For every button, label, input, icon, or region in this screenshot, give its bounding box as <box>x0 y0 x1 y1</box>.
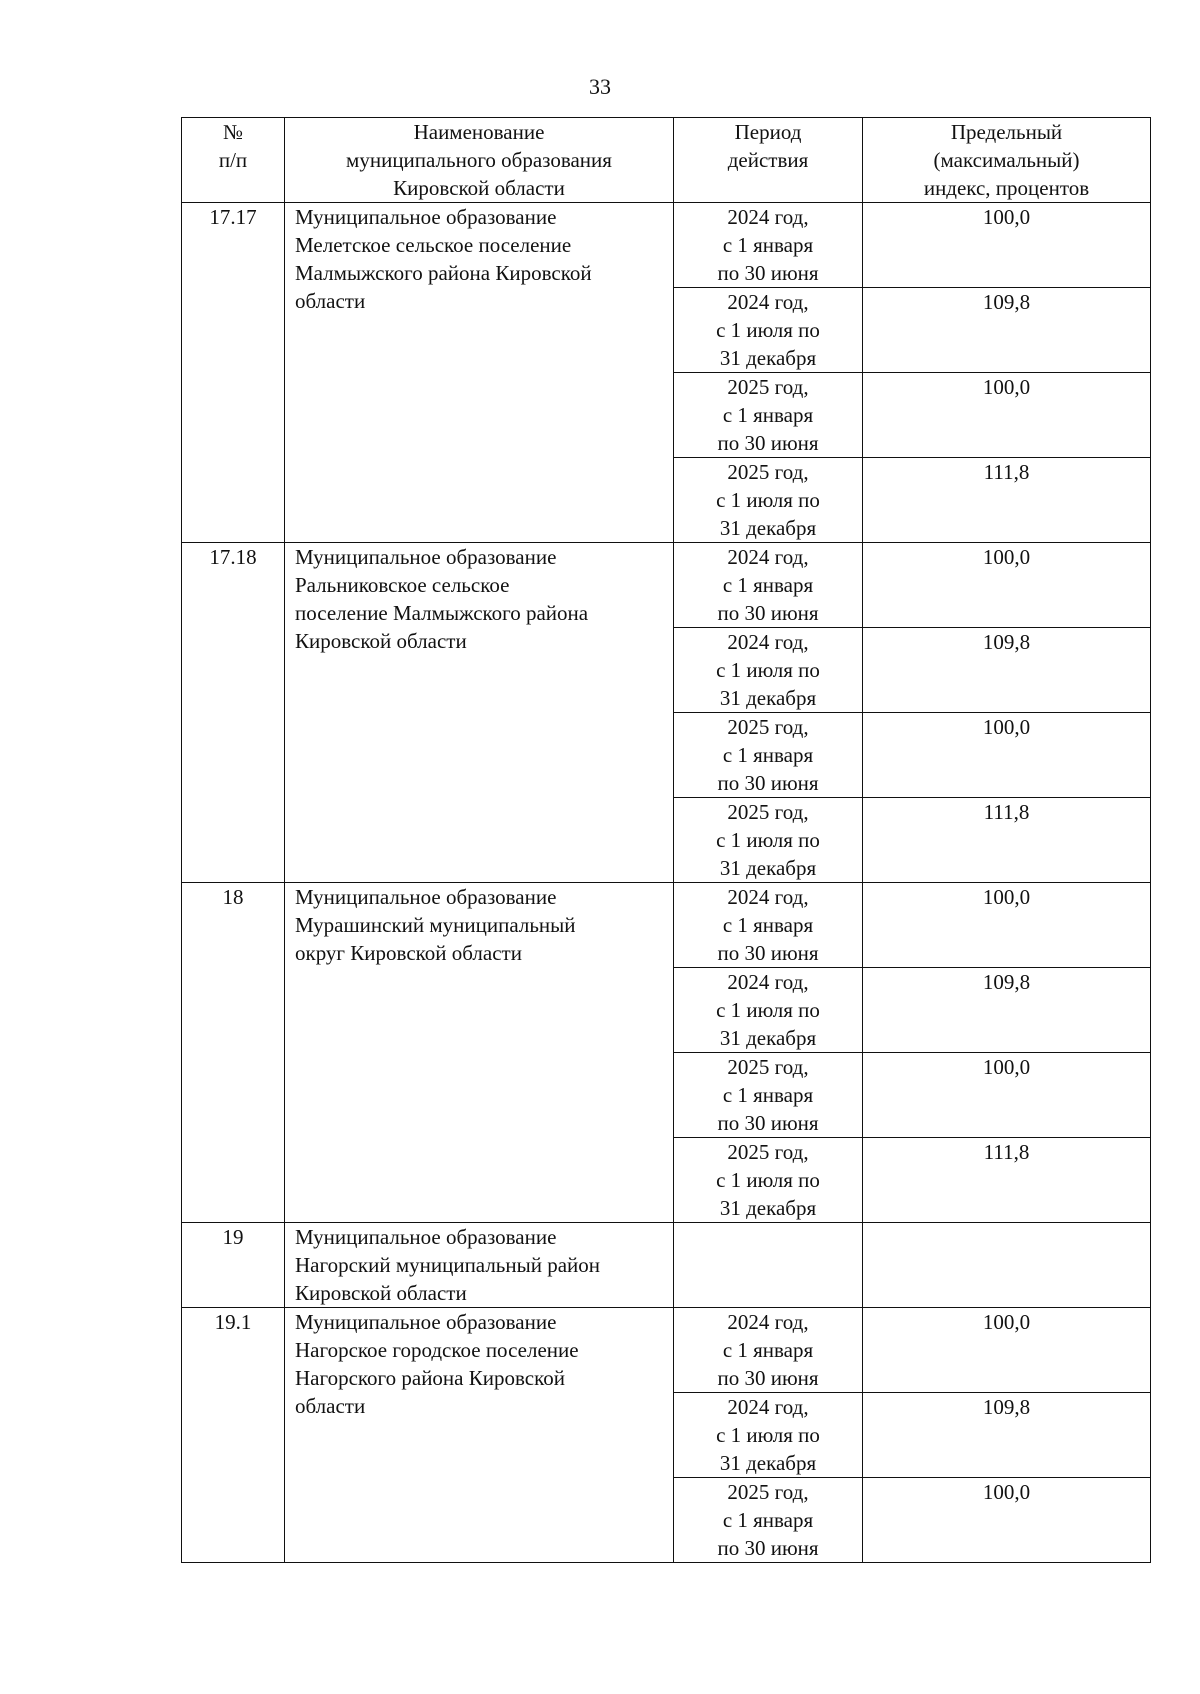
index-value: 109,8 <box>863 628 1151 713</box>
period-line: 2024 год, <box>727 885 809 909</box>
period-line: 2024 год, <box>727 545 809 569</box>
index-value: 111,8 <box>863 458 1151 543</box>
period-line: 31 декабря <box>719 1026 817 1050</box>
municipality-name-line: области <box>295 289 366 313</box>
period-line: 31 декабря <box>719 1196 817 1220</box>
period-line: по 30 июня <box>717 1366 819 1390</box>
period-cell <box>674 458 863 543</box>
period-cell <box>674 373 863 458</box>
period-line: 31 декабря <box>719 1451 817 1475</box>
municipality-name-line: Кировской области <box>295 1281 467 1305</box>
period-line: 2025 год, <box>727 460 809 484</box>
index-value: 111,8 <box>863 798 1151 883</box>
period-line: с 1 июля по <box>716 1423 820 1447</box>
period-line: с 1 января <box>722 233 814 257</box>
municipality-name-line: Муниципальное образование <box>295 205 557 229</box>
municipality-name-line: Муниципальное образование <box>295 1225 557 1249</box>
period-line: 31 декабря <box>719 856 817 880</box>
period-line: 2024 год, <box>727 630 809 654</box>
municipality-name-line: Малмыжского района Кировской <box>295 261 592 285</box>
period-cell <box>674 1138 863 1223</box>
table-row <box>182 203 1151 288</box>
municipality-name <box>285 883 674 1223</box>
period-cell <box>674 1308 863 1393</box>
period-cell <box>674 1393 863 1478</box>
period-line: 2025 год, <box>727 715 809 739</box>
period-line: 2025 год, <box>727 375 809 399</box>
period-cell <box>674 543 863 628</box>
index-value: 100,0 <box>863 203 1151 288</box>
table-body <box>182 203 1151 1563</box>
row-number: 18 <box>182 883 285 1223</box>
period-line: с 1 июля по <box>716 828 820 852</box>
table-row <box>182 1223 1151 1308</box>
municipality-name-line: Ральниковское сельское <box>295 573 510 597</box>
municipality-name-line: Муниципальное образование <box>295 1310 557 1334</box>
period-line: 31 декабря <box>719 346 817 370</box>
index-value: 100,0 <box>863 883 1151 968</box>
table-header-row <box>182 118 1151 203</box>
period-cell <box>674 288 863 373</box>
period-cell <box>674 1478 863 1563</box>
period-line: 2025 год, <box>727 1140 809 1164</box>
period-line: 2024 год, <box>727 205 809 229</box>
header-num: № п/п <box>182 118 285 203</box>
period-line: по 30 июня <box>717 771 819 795</box>
period-cell <box>674 798 863 883</box>
period-line: 2025 год, <box>727 800 809 824</box>
municipality-name <box>285 543 674 883</box>
row-number: 19.1 <box>182 1308 285 1563</box>
period-line: с 1 июля по <box>716 998 820 1022</box>
period-line: 2024 год, <box>727 1395 809 1419</box>
period-line: по 30 июня <box>717 1111 819 1135</box>
index-value: 100,0 <box>863 1308 1151 1393</box>
period-line: по 30 июня <box>717 431 819 455</box>
period-cell <box>674 1053 863 1138</box>
period-line: 31 декабря <box>719 686 817 710</box>
municipality-name <box>285 203 674 543</box>
page-number: 33 <box>589 74 611 99</box>
index-value: 109,8 <box>863 968 1151 1053</box>
period-line: 2024 год, <box>727 970 809 994</box>
header-name: Наименование муниципального образования Кировской области <box>285 118 674 203</box>
period-line: по 30 июня <box>717 601 819 625</box>
row-number: 19 <box>182 1223 285 1308</box>
period-cell <box>674 713 863 798</box>
period-cell <box>674 968 863 1053</box>
period-cell <box>674 883 863 968</box>
index-value: 109,8 <box>863 288 1151 373</box>
period-line: с 1 января <box>722 403 814 427</box>
period-line: по 30 июня <box>717 261 819 285</box>
period-cell <box>674 628 863 713</box>
header-index: Предельный (максимальный) индекс, процентов <box>863 118 1151 203</box>
table-row <box>182 883 1151 968</box>
municipality-name <box>285 1223 674 1308</box>
period-line: 2024 год, <box>727 290 809 314</box>
municipality-name-line: Нагорское городское поселение <box>295 1338 579 1362</box>
municipality-name-line: Нагорского района Кировской <box>295 1366 565 1390</box>
period-line: 31 декабря <box>719 516 817 540</box>
index-value: 111,8 <box>863 1138 1151 1223</box>
period-line: 2025 год, <box>727 1480 809 1504</box>
municipality-name-line: округ Кировской области <box>295 941 522 965</box>
index-value: 100,0 <box>863 373 1151 458</box>
index-value: 109,8 <box>863 1393 1151 1478</box>
period-line: с 1 июля по <box>716 488 820 512</box>
period-line: с 1 января <box>722 743 814 767</box>
period-line: 2025 год, <box>727 1055 809 1079</box>
municipality-name-line: Муниципальное образование <box>295 885 557 909</box>
period-line: 2024 год, <box>727 1310 809 1334</box>
index-value: 100,0 <box>863 1053 1151 1138</box>
period-line: по 30 июня <box>717 941 819 965</box>
municipality-name <box>285 1308 674 1563</box>
period-line: с 1 января <box>722 913 814 937</box>
table-row <box>182 1308 1151 1393</box>
period-cell <box>674 203 863 288</box>
period-cell <box>674 1223 863 1308</box>
index-value: 100,0 <box>863 1478 1151 1563</box>
municipality-name-line: поселение Малмыжского района <box>295 601 589 625</box>
row-number: 17.17 <box>182 203 285 543</box>
index-table <box>181 117 1151 1563</box>
period-line: с 1 января <box>722 1083 814 1107</box>
index-value <box>863 1223 1151 1308</box>
period-line: с 1 января <box>722 1508 814 1532</box>
municipality-name-line: Кировской области <box>295 629 467 653</box>
index-value: 100,0 <box>863 543 1151 628</box>
period-line: с 1 июля по <box>716 1168 820 1192</box>
municipality-name-line: Муниципальное образование <box>295 545 557 569</box>
index-value: 100,0 <box>863 713 1151 798</box>
period-line: с 1 июля по <box>716 658 820 682</box>
period-line: с 1 января <box>722 1338 814 1362</box>
table-row <box>182 543 1151 628</box>
header-period: Период действия <box>674 118 863 203</box>
row-number: 17.18 <box>182 543 285 883</box>
municipality-name-line: Мелетское сельское поселение <box>295 233 572 257</box>
period-line: с 1 июля по <box>716 318 820 342</box>
municipality-name-line: области <box>295 1394 366 1418</box>
municipality-name-line: Мурашинский муниципальный <box>295 913 576 937</box>
period-line: по 30 июня <box>717 1536 819 1560</box>
municipality-name-line: Нагорский муниципальный район <box>295 1253 601 1277</box>
period-line: с 1 января <box>722 573 814 597</box>
